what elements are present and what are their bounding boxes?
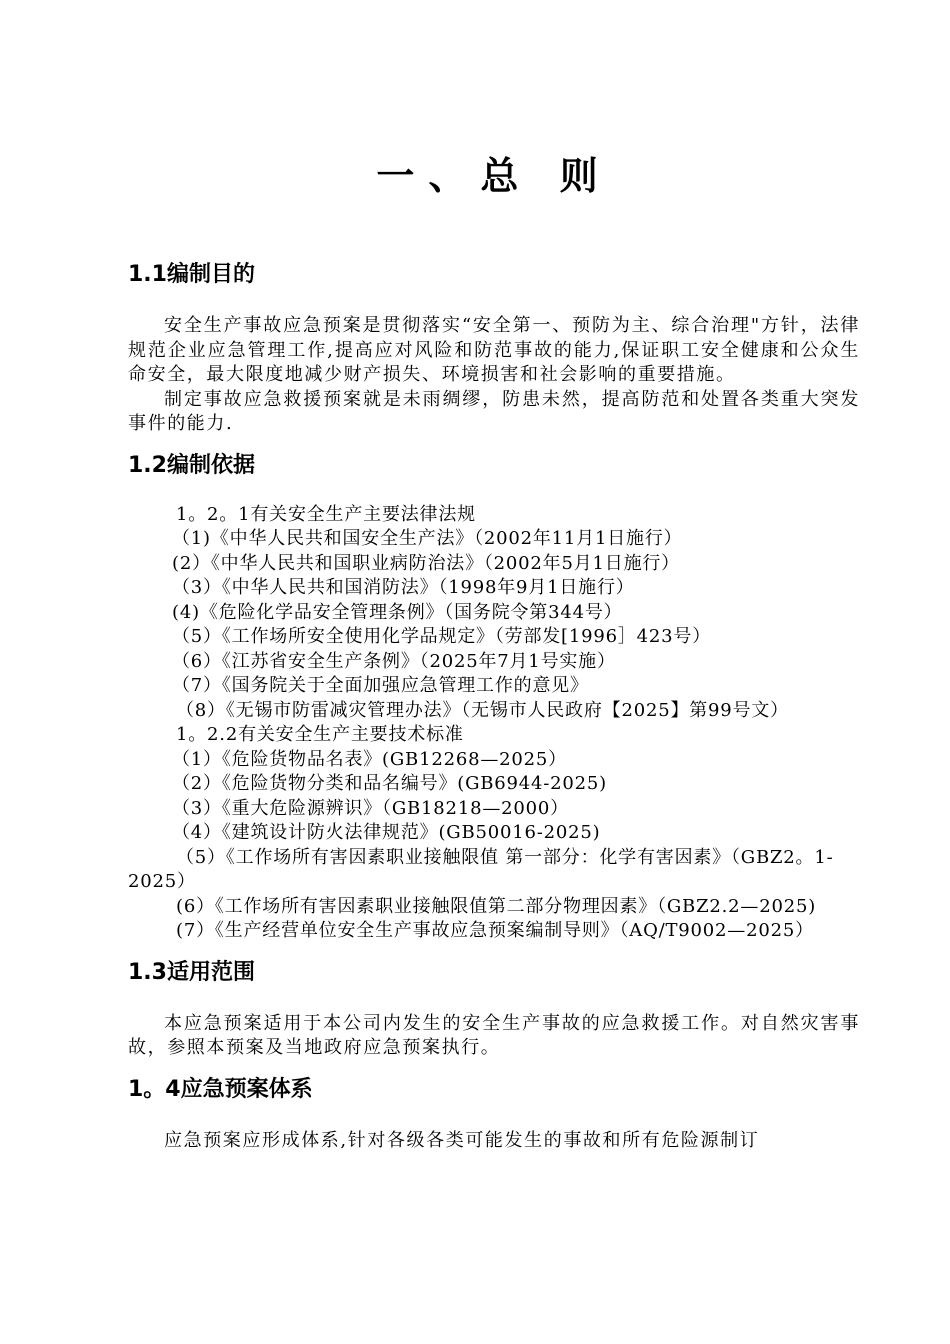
chapter-title: 一、总 则: [376, 153, 612, 198]
section-purpose: [128, 260, 860, 437]
paragraph: 安全生产事故应急预案是贯彻落实“安全第一、预防为主、综合治理"方针，法律规范企业应急管理工作,提高应对风险和防范事故的能力,保证职工安全健康和公众生命安全，最大限度地减少财产损失、环境损害和社会影响的重要措施。: [128, 315, 860, 385]
section-heading: 1.1编制目的: [128, 262, 255, 287]
section-heading: 1。4应急预案体系: [128, 1076, 313, 1102]
law-item: （6）《江苏省安全生产条例》（2025年7月1号实施）: [172, 650, 616, 672]
standard-item: （5）《工作场所有害因素职业接触限值 第一部分：化学有害因素》（GBZ2。1-2025）: [128, 846, 834, 892]
paragraph: 本应急预案适用于本公司内发生的安全生产事故的应急救援工作。对自然灾害事故，参照本预案及当地政府应急预案执行。: [128, 1012, 860, 1058]
law-item: （5）《工作场所安全使用化学品规定》（劳部发[1996］423号）: [172, 626, 712, 647]
section-heading: 1.3适用范围: [128, 959, 255, 985]
law-item: (4)《危险化学品安全管理条例》（国务院令第344号）: [172, 601, 623, 623]
standard-item: （3）《重大危险源辨识》（GB18218—2000）: [172, 797, 569, 819]
subsection-title: 1。2。1有关安全生产主要法律法规: [176, 503, 476, 525]
standard-item: （1）《危险货物品名表》(GB12268—2025）: [172, 748, 567, 770]
standard-item: (6）《工作场所有害因素职业接触限值第二部分物理因素》（GBZ2.2—2025): [176, 895, 817, 917]
law-item: （1)《中华人民共和国安全生产法》（2002年11月1日施行）: [172, 528, 683, 549]
standard-item: (7）《生产经营单位安全生产事故应急预案编制导则》（AQ/T9002—2025）: [176, 920, 814, 941]
section-system: [128, 1075, 860, 1154]
standard-item: （4）《建筑设计防火法律规范》(GB50016-2025): [172, 822, 601, 843]
subsection-title: 1。2.2有关安全生产主要技术标准: [176, 724, 464, 745]
standard-item: （2）《危险货物分类和品名编号》(GB6944-2025): [172, 773, 608, 794]
section-basis: [128, 451, 860, 944]
law-item: (2）《中华人民共和国职业病防治法》（2002年5月1日施行）: [172, 552, 680, 574]
paragraph: 应急预案应形成体系,针对各级各类可能发生的事故和所有危险源制订: [164, 1129, 760, 1151]
law-item: （7）《国务院关于全面加强应急管理工作的意见》: [172, 675, 589, 696]
section-heading: 1.2编制依据: [128, 452, 255, 478]
paragraph: 制定事故应急救援预案就是未雨绸缪，防患未然，提高防范和处置各类重大突发事件的能力.: [128, 388, 860, 434]
law-item: （3）《中华人民共和国消防法》（1998年9月1日施行）: [172, 577, 635, 598]
section-scope: [128, 958, 860, 1061]
law-item: （8）《无锡市防雷减灾管理办法》（无锡市人民政府【2025】第99号文）: [176, 699, 789, 721]
